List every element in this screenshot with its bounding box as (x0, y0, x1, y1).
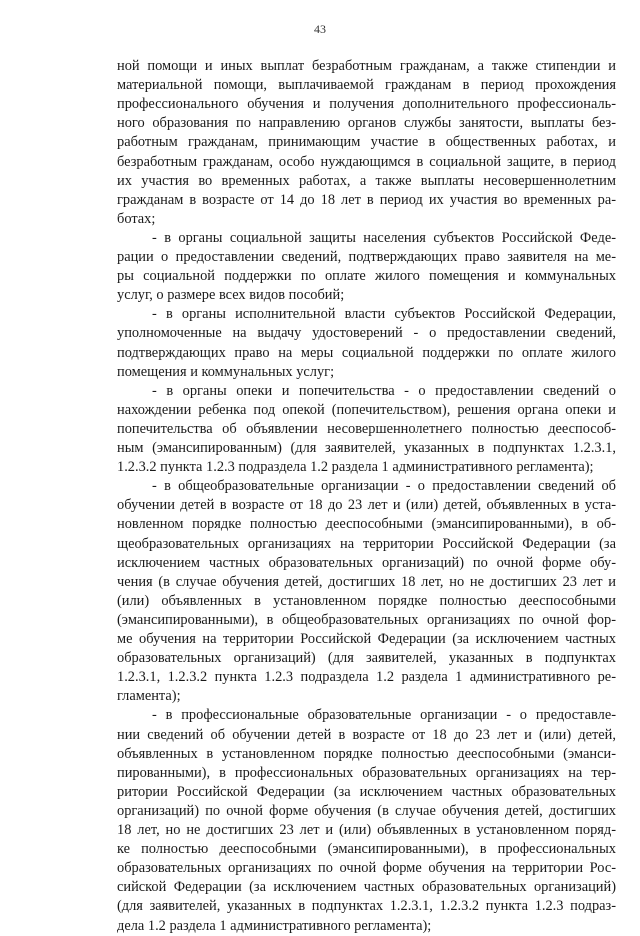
text-line: попечительства об объявлении несовершеннолетнего полностью дееспособ- (117, 420, 616, 437)
text-line: гражданам в возрасте от 14 до 18 лет в период их участия во временных ра- (117, 191, 616, 208)
text-line: организаций) по очной форме обучения (в случае обучения детей, достигших (117, 802, 616, 819)
text-line: их участия во временных работах, а также выплаты несовершеннолетним (117, 172, 616, 189)
text-line: нахождении ребенка под опекой (попечительством), решения органа опеки и (117, 401, 616, 418)
text-line: сийской Федерации (за исключением частных образовательных организаций) (117, 879, 616, 896)
text-line: - в органы опеки и попечительства - о предоставлении сведений о (152, 382, 616, 399)
text-line: уполномоченные на выдачу удостоверений - о предоставлении сведений, (117, 325, 616, 342)
text-line: образовательных организаций) (для заявителей, указанных в подпунктах (117, 650, 616, 667)
text-line: пированными), в профессиональных образовательных организациях на тер- (117, 764, 616, 781)
text-line: ритории Российской Федерации (за исключением частных образовательных (117, 783, 616, 800)
text-line: - в общеобразовательные организации - о предоставлении сведений об (152, 478, 616, 495)
text-line: (для заявителей, указанных в подпунктах 1.2.3.1, 1.2.3.2 пункта 1.2.3 подраз- (117, 898, 616, 915)
text-line: услуг, о размере всех видов пособий; (117, 287, 345, 304)
text-line: обучении детей в возрасте от 18 до 23 лет и (или) детей, объявленных в уста- (117, 497, 616, 514)
text-line: ры социальной поддержки по оплате жилого помещения и коммунальных (117, 268, 616, 285)
text-line: щеобразовательных организациях на территории Российской Федерации (за (117, 535, 616, 552)
text-line: 1.2.3.2 пункта 1.2.3 подраздела 1.2 раздела 1 административного регламента); (117, 459, 594, 476)
text-line: - в органы социальной защиты населения субъектов Российской Феде- (152, 229, 616, 246)
text-line: - в профессиональные образовательные организации - о предоставле- (152, 707, 616, 724)
text-line: новленном порядке полностью дееспособными (эмансипированными), в об- (117, 516, 616, 533)
text-line: ным (эмансипированным) (для заявителей, указанных в подпунктах 1.2.3.1, (117, 440, 616, 456)
text-line: материальной помощи, выплачиваемой гражданам в период прохождения (117, 77, 616, 94)
page-number: 43 (314, 22, 326, 36)
text-line: нии сведений об обучении детей в возрасте от 18 до 23 лет и (или) детей, (117, 726, 616, 743)
text-line: ботах; (117, 210, 156, 227)
text-line: подтверждающих право на меры социальной поддержки по оплате жилого (117, 344, 616, 361)
text-line: чения (в случае обучения детей, достигших 18 лет, но не достигших 23 лет и (117, 573, 616, 590)
text-line: - в органы исполнительной власти субъектов Российской Федерации, (152, 306, 616, 323)
text-line: гламента); (117, 688, 181, 705)
text-line: (эмансипированными), в общеобразовательных организациях по очной фор- (117, 611, 616, 628)
text-line: ме обучения на территории Российской Федерации (за исключением частных (117, 631, 616, 647)
text-line: безработным гражданам, особо нуждающимся в социальной защите, в период (117, 153, 616, 170)
text-line: рации о предоставлении сведений, подтверждающих право заявителя на ме- (117, 249, 616, 265)
text-line: (или) объявленных в установленном порядке полностью дееспособными (117, 592, 616, 609)
text-line: дела 1.2 раздела 1 административного регламента); (117, 917, 432, 934)
text-line: 18 лет, но не достигших 23 лет и (или) объявленных в установленном поряд- (117, 822, 616, 838)
text-line: профессионального обучения и получения дополнительного профессиональ- (117, 96, 616, 113)
text-line: объявленных в установленном порядке полностью дееспособными (эманси- (117, 745, 616, 762)
text-line: помещения и коммунальных услуг; (117, 363, 335, 380)
text-line: ного образования по направлению органов службы занятости, выплаты без- (117, 115, 616, 132)
text-line: ной помощи и иных выплат безработным гражданам, а также стипендии и (117, 58, 616, 74)
text-line: работным гражданам, принимающим участие в общественных работах, и (117, 134, 616, 151)
text-line: ке полностью дееспособными (эмансипированными), в профессиональных (117, 841, 616, 858)
text-line: 1.2.3.1, 1.2.3.2 пункта 1.2.3 подраздела 1.2 раздела 1 административного ре- (117, 669, 616, 686)
text-line: исключением частных образовательных организаций) по очной форме обу- (117, 554, 616, 571)
text-line: образовательных организациях по очной форме обучения на территории Рос- (117, 860, 616, 877)
